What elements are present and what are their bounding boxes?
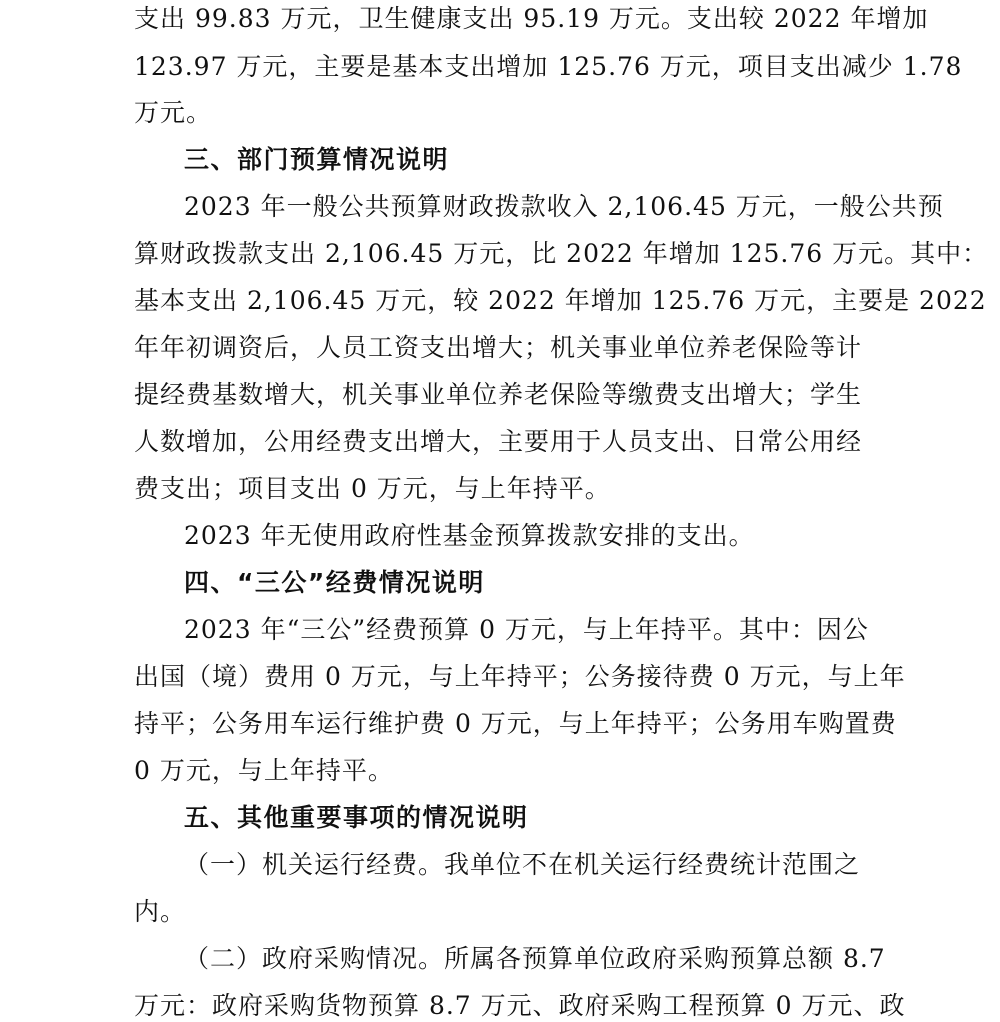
paragraph-line: 出国（境）费用 0 万元，与上年持平；公务接待费 0 万元，与上年 — [134, 662, 906, 691]
paragraph-line: 万元：政府采购货物预算 8.7 万元、政府采购工程预算 0 万元、政 — [134, 991, 906, 1020]
paragraph-line: 2023 年“三公”经费预算 0 万元，与上年持平。其中：因公 — [184, 615, 869, 644]
section-heading-3: 三、部门预算情况说明 — [184, 145, 450, 174]
section-heading-4: 四、“三公”经费情况说明 — [184, 568, 485, 597]
section-heading-5: 五、其他重要事项的情况说明 — [184, 803, 529, 832]
paragraph-line: 持平；公务用车运行维护费 0 万元，与上年持平；公务用车购置费 — [134, 709, 897, 738]
paragraph-line: （一）机关运行经费。我单位不在机关运行经费统计范围之 — [184, 850, 861, 879]
paragraph-line: 基本支出 2,106.45 万元，较 2022 年增加 125.76 万元，主要是 2022 — [134, 286, 987, 315]
paragraph-line: 算财政拨款支出 2,106.45 万元，比 2022 年增加 125.76 万元。其中： — [134, 239, 989, 268]
paragraph-line: 0 万元，与上年持平。 — [134, 756, 394, 785]
paragraph-line: （二）政府采购情况。所属各预算单位政府采购预算总额 8.7 — [184, 944, 886, 973]
paragraph-line: 费支出；项目支出 0 万元，与上年持平。 — [134, 474, 611, 503]
paragraph-line: 人数增加，公用经费支出增大，主要用于人员支出、日常公用经 — [134, 427, 863, 456]
paragraph-line: 2023 年一般公共预算财政拨款收入 2,106.45 万元，一般公共预 — [184, 192, 944, 221]
paragraph-line: 123.97 万元，主要是基本支出增加 125.76 万元，项目支出减少 1.78 — [134, 52, 963, 81]
paragraph-line: 万元。 — [134, 98, 213, 127]
paragraph-line: 内。 — [134, 897, 187, 926]
paragraph-line: 提经费基数增大，机关事业单位养老保险等缴费支出增大；学生 — [134, 380, 863, 409]
paragraph-line: 支出 99.83 万元，卫生健康支出 95.19 万元。支出较 2022 年增加 — [134, 4, 929, 33]
paragraph-line: 2023 年无使用政府性基金预算拨款安排的支出。 — [184, 521, 755, 550]
paragraph-line: 年年初调资后，人员工资支出增大；机关事业单位养老保险等计 — [134, 333, 863, 362]
